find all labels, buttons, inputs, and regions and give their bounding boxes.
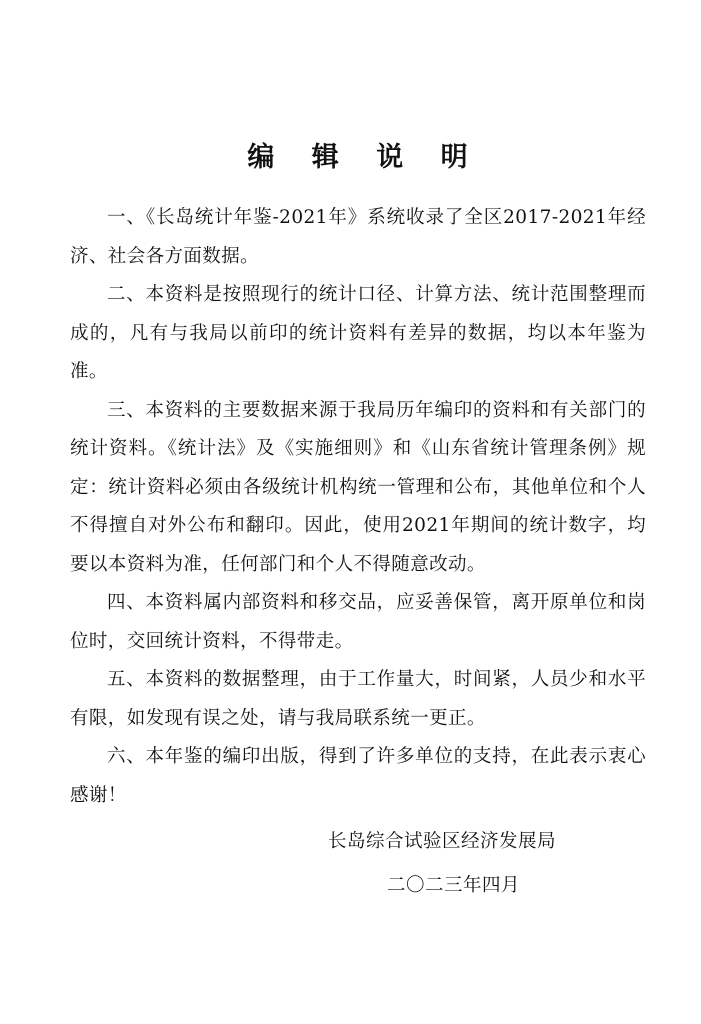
paragraph-6: 六、本年鉴的编印出版，得到了许多单位的支持，在此表示衷心感谢！: [70, 746, 646, 806]
paragraph-1: 一、《长岛统计年鉴-2021年》系统收录了全区2017-2021年经济、社会各方面数据。: [70, 207, 646, 267]
signature-organization: 长岛综合试验区经济发展局: [328, 831, 557, 852]
paragraph-2: 二、本资料是按照现行的统计口径、计算方法、统计范围整理而成的，凡有与我局以前印的统计资料有差异的数据，均以本年鉴为准。: [70, 284, 646, 382]
document-body: [70, 199, 646, 815]
paragraph-4: 四、本资料属内部资料和移交品，应妥善保管，离开原单位和岗位时，交回统计资料，不得带走。: [70, 592, 646, 652]
paragraph-5: 五、本资料的数据整理，由于工作量大，时间紧，人员少和水平有限，如发现有误之处，请与我局联系统一更正。: [70, 669, 646, 729]
page-title: 编 辑 说 明: [247, 142, 482, 173]
signature-date: 二〇二三年四月: [387, 875, 521, 896]
paragraph-3: 三、本资料的主要数据来源于我局历年编印的资料和有关部门的统计资料。《统计法》及《实施细则》和《山东省统计管理条例》规定：统计资料必须由各级统计机构统一管理和公布，其他单位和个人不得擅自对外公布和翻印。因此，使用2021年期间的统计数字，均要以本资料为准，任何部门和个人不得随意改动。: [70, 399, 646, 575]
